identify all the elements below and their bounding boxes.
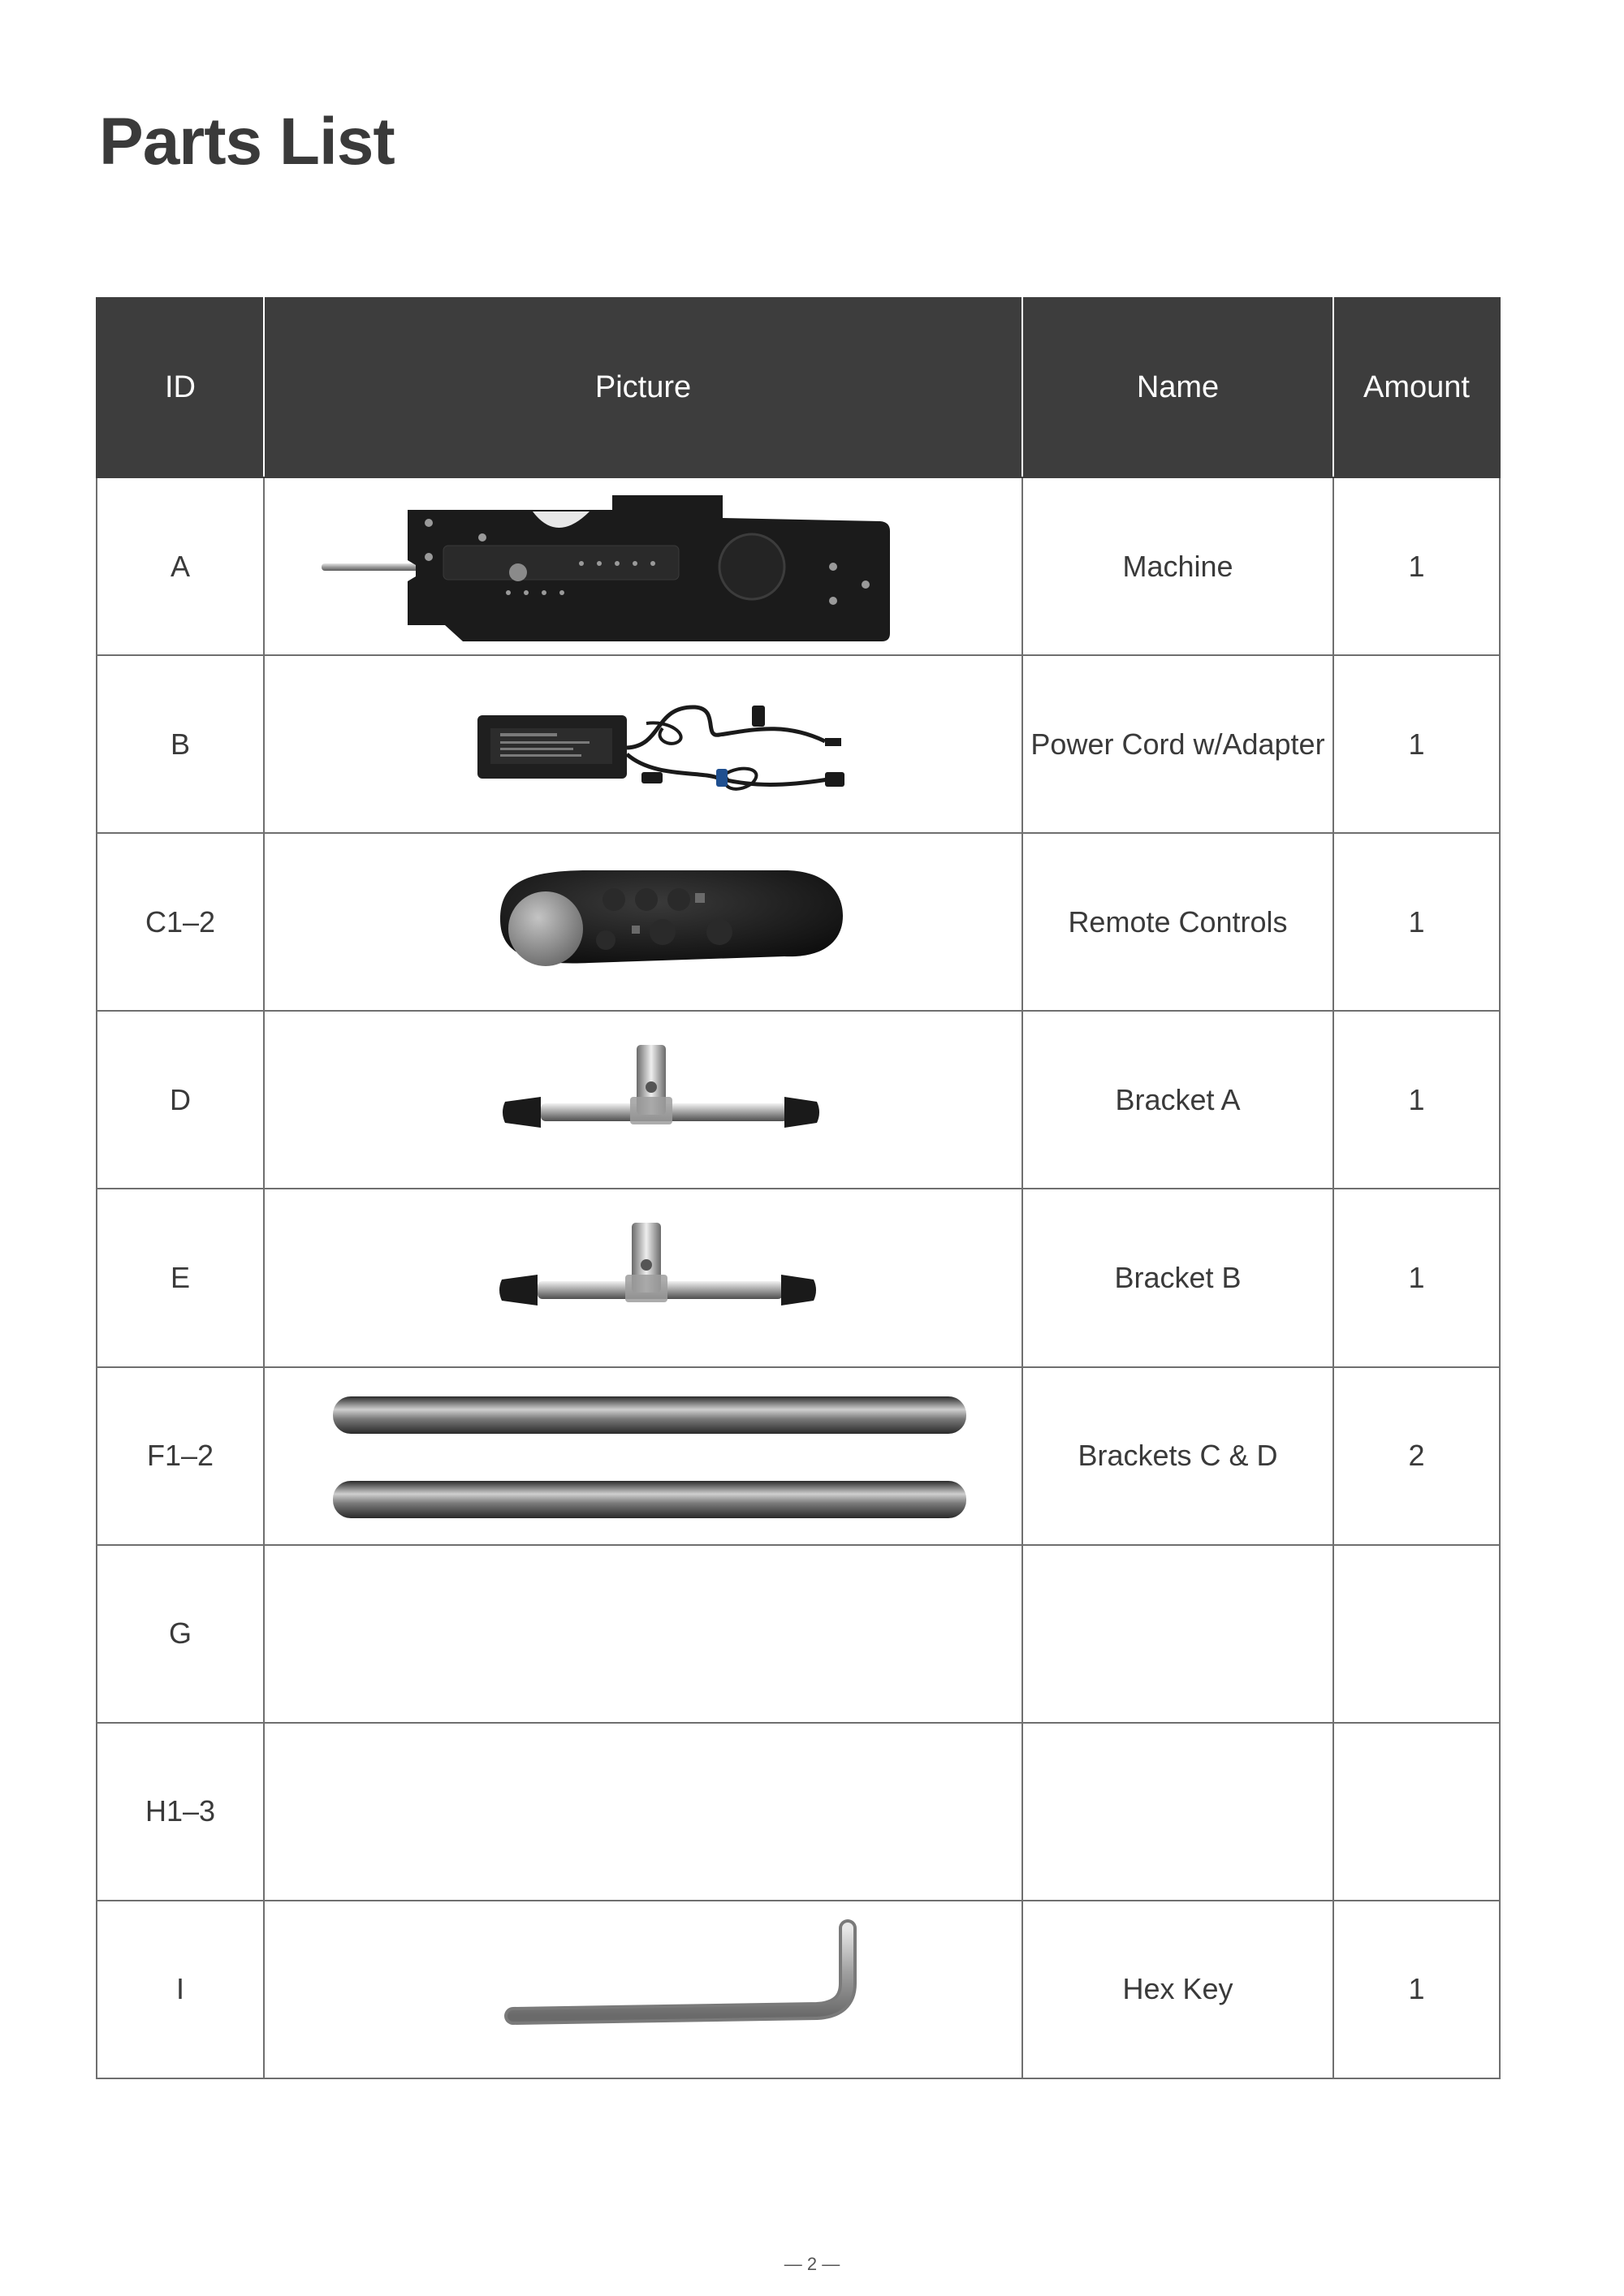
bracket-a-image xyxy=(265,1012,1023,1187)
page-footer xyxy=(0,2254,1624,2275)
part-amount: 1 xyxy=(1333,833,1500,1011)
machine-image xyxy=(265,479,1023,654)
part-picture xyxy=(264,477,1022,655)
part-name: Power Cord w/Adapter xyxy=(1022,655,1333,833)
header-name: Name xyxy=(1022,298,1333,477)
header-picture: Picture xyxy=(264,298,1022,477)
part-name: Remote Controls xyxy=(1022,833,1333,1011)
part-id: I xyxy=(97,1901,264,2078)
hex-key-image xyxy=(265,1902,1023,2077)
header-amount: Amount xyxy=(1333,298,1500,477)
page-title: Parts List xyxy=(99,105,395,179)
table-row xyxy=(97,833,1500,1011)
rods-image xyxy=(265,1369,1023,1543)
part-picture xyxy=(264,1367,1022,1545)
part-picture xyxy=(264,1545,1022,1723)
part-amount: 1 xyxy=(1333,1011,1500,1189)
part-picture xyxy=(264,1901,1022,2078)
part-id: G xyxy=(97,1545,264,1723)
part-amount: 1 xyxy=(1333,1901,1500,2078)
part-amount xyxy=(1333,1723,1500,1901)
table-row xyxy=(97,655,1500,833)
part-picture xyxy=(264,833,1022,1011)
part-name: Hex Key xyxy=(1022,1901,1333,2078)
part-name: Bracket B xyxy=(1022,1189,1333,1366)
part-id: F1–2 xyxy=(97,1367,264,1545)
table-row xyxy=(97,1723,1500,1901)
page-number: — 2 — xyxy=(784,2254,840,2274)
part-name: Machine xyxy=(1022,477,1333,655)
table-row xyxy=(97,1901,1500,2078)
part-id: E xyxy=(97,1189,264,1366)
bracket-b-image xyxy=(265,1190,1023,1365)
part-amount: 1 xyxy=(1333,1189,1500,1366)
table-row xyxy=(97,1545,1500,1723)
table-row xyxy=(97,1011,1500,1189)
header-id: ID xyxy=(97,298,264,477)
part-id: H1–3 xyxy=(97,1723,264,1901)
power-adapter-image xyxy=(265,657,1023,831)
part-amount: 2 xyxy=(1333,1367,1500,1545)
table-row xyxy=(97,1367,1500,1545)
part-picture xyxy=(264,1723,1022,1901)
part-id: A xyxy=(97,477,264,655)
part-name xyxy=(1022,1723,1333,1901)
part-id: C1–2 xyxy=(97,833,264,1011)
table-row xyxy=(97,477,1500,655)
part-amount xyxy=(1333,1545,1500,1723)
part-picture xyxy=(264,655,1022,833)
part-amount: 1 xyxy=(1333,655,1500,833)
part-picture xyxy=(264,1189,1022,1366)
part-amount: 1 xyxy=(1333,477,1500,655)
part-id: B xyxy=(97,655,264,833)
part-name xyxy=(1022,1545,1333,1723)
part-picture xyxy=(264,1011,1022,1189)
parts-table xyxy=(96,297,1501,2079)
table-row xyxy=(97,1189,1500,1366)
part-name: Bracket A xyxy=(1022,1011,1333,1189)
part-name: Brackets C & D xyxy=(1022,1367,1333,1545)
table-header-row xyxy=(97,298,1500,477)
remote-control-image xyxy=(265,835,1023,1009)
part-id: D xyxy=(97,1011,264,1189)
